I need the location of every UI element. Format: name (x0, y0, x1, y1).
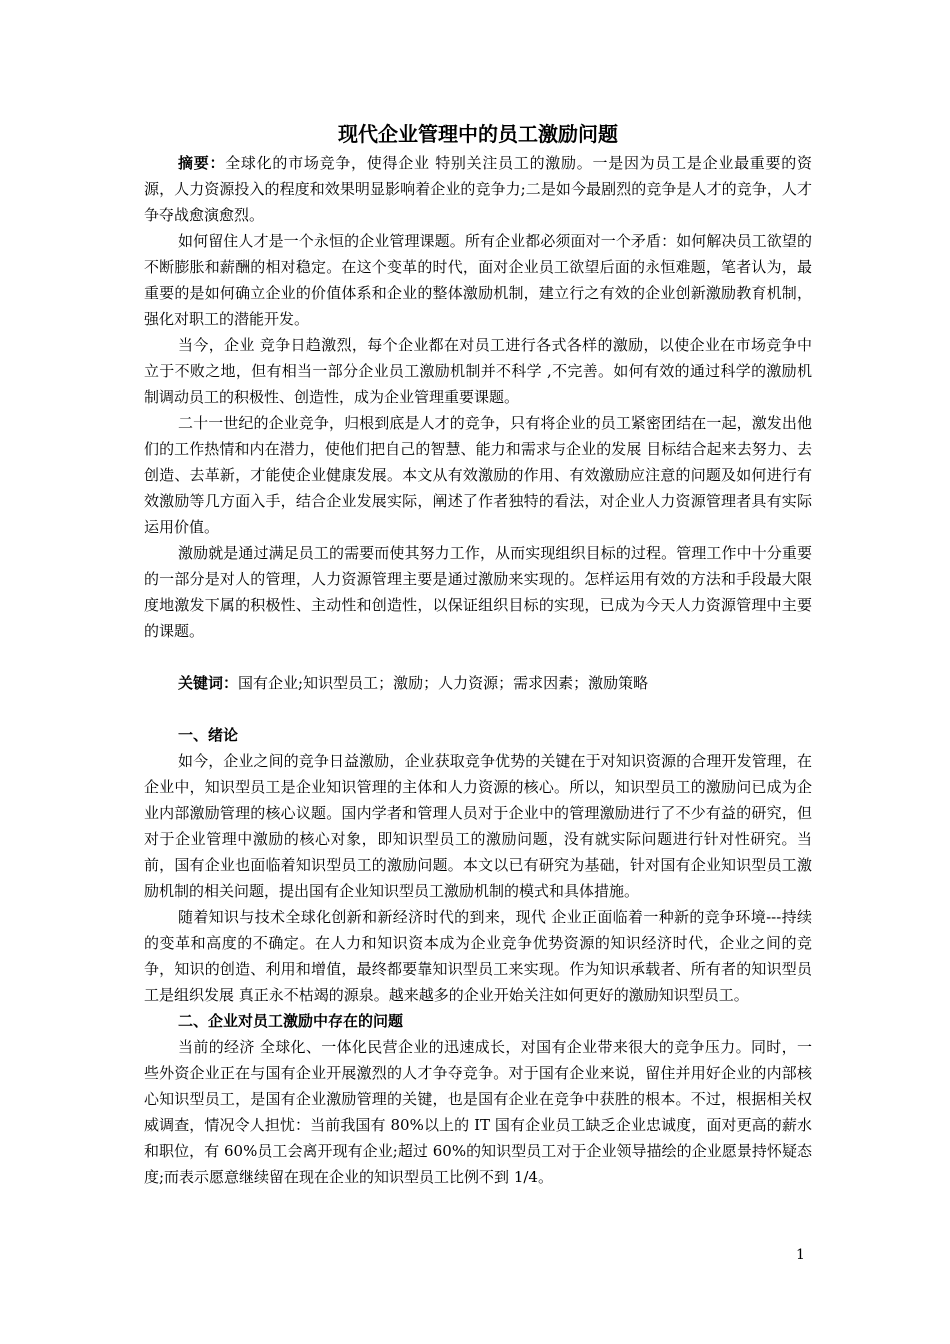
section-2-heading: 二、企业对员工激励中存在的问题 (178, 1012, 404, 1030)
keywords-paragraph (144, 670, 812, 696)
intro-paragraph-1: 如何留住人才是一个永恒的企业管理课题。所有企业都必须面对一个矛盾：如何解决员工欲望的不断膨胀和薪酬的相对稳定。在这个变革的时代，面对企业员工欲望后面的永恒难题，笔者认为，最重要的是如何确立企业的价值体系和企业的整体激励机制，建立行之有效的企业创新激励教育机制，强化对职工的潜能开发。 (144, 232, 812, 328)
abstract-label: 摘要： (178, 154, 226, 172)
intro-paragraph-4: 激励就是通过满足员工的需要而使其努力工作，从而实现组织目标的过程。管理工作中十分重要的一部分是对人的管理，人力资源管理主要是通过激励来实现的。怎样运用有效的方法和手段最大限度地激发下属的积极性、主动性和创造性，以保证组织目标的实现，已成为今天人力资源管理中主要的课题。 (144, 544, 812, 640)
page-number: 1 (796, 1247, 805, 1263)
abstract-text: 全球化的市场竞争，使得企业 特别关注员工的激励。一是因为员工是企业最重要的资源，人力资源投入的程度和效果明显影响着企业的竞争力;二是如今最剧烈的竞争是人才的竞争，人才争夺战愈演愈烈。 (144, 154, 812, 224)
abstract-paragraph (144, 150, 812, 228)
section-1-heading: 一、绪论 (178, 726, 239, 744)
section-1-paragraph-1: 如今，企业之间的竞争日益激励，企业获取竞争优势的关键在于对知识资源的合理开发管理，在企业中，知识型员工是企业知识管理的主体和人力资源的核心。所以，知识型员工的激励问已成为企业内部激励管理的核心议题。国内学者和管理人员对于企业中的管理激励进行了不少有益的研究，但对于企业管理中激励的核心对象，即知识型员工的激励问题，没有就实际问题进行针对性研究。当前，国有企业也面临着知识型员工的激励问题。本文以已有研究为基础，针对国有企业知识型员工激励机制的相关问题，提出国有企业知识型员工激励机制的模式和具体措施。 (144, 752, 812, 900)
keywords-label: 关键词： (178, 674, 239, 692)
intro-paragraph-3: 二十一世纪的企业竞争，归根到底是人才的竞争，只有将企业的员工紧密团结在一起，激发出他们的工作热情和内在潜力，使他们把自己的智慧、能力和需求与企业的发展 目标结合起来去努力、去创造、去革新，才能使企业健康发展。本文从有效激励的作用、有效激励应注意的问题及如何进行有效激励等几方面入手，结合企业发展实际，阐述了作者独特的看法，对企业人力资源管理者具有实际运用价值。 (144, 414, 812, 536)
section-2-paragraph-1: 当前的经济 全球化、一体化民营企业的迅速成长，对国有企业带来很大的竞争压力。同时，一些外资企业正在与国有企业开展激烈的人才争夺竞争。对于国有企业来说，留住并用好企业的内部核心知识型员工，是国有企业激励管理的关键，也是国有企业在竞争中获胜的根本。不过，根据相关权威调查，情况令人担忧：当前我国有 80%以上的 IT 国有企业员工缺乏企业忠诚度，面对更高的薪水和职位，有 60%员工会离开现有企业;超过 60%的知识型员工对于企业领导描绘的企业愿景持怀疑态度;而表示愿意继续留在现在企业的知识型员工比例不到 1/4。 (144, 1038, 812, 1186)
document-title: 现代企业管理中的员工激励问题 (338, 122, 618, 146)
intro-paragraph-2: 当今，企业 竞争日趋激烈，每个企业都在对员工进行各式各样的激励，以使企业在市场竞争中立于不败之地，但有相当一部分企业员工激励机制并不科学 ,不完善。如何有效的通过科学的激励机制调动员工的积极性、创造性，成为企业管理重要课题。 (144, 336, 812, 406)
blank-line (144, 696, 812, 722)
section-1-paragraph-2: 随着知识与技术全球化创新和新经济时代的到来，现代 企业正面临着一种新的竞争环境---持续的变革和高度的不确定。在人力和知识资本成为企业竞争优势资源的知识经济时代，企业之间的竞争，知识的创造、利用和增值，最终都要靠知识型员工来实现。作为知识承载者、所有者的知识型员工是组织发展 真正永不枯竭的源泉。越来越多的企业开始关注如何更好的激励知识型员工。 (144, 908, 812, 1004)
keywords-text: 国有企业;知识型员工；激励；人力资源；需求因素；激励策略 (238, 674, 649, 692)
document-body (144, 120, 812, 1190)
blank-line (144, 644, 812, 670)
